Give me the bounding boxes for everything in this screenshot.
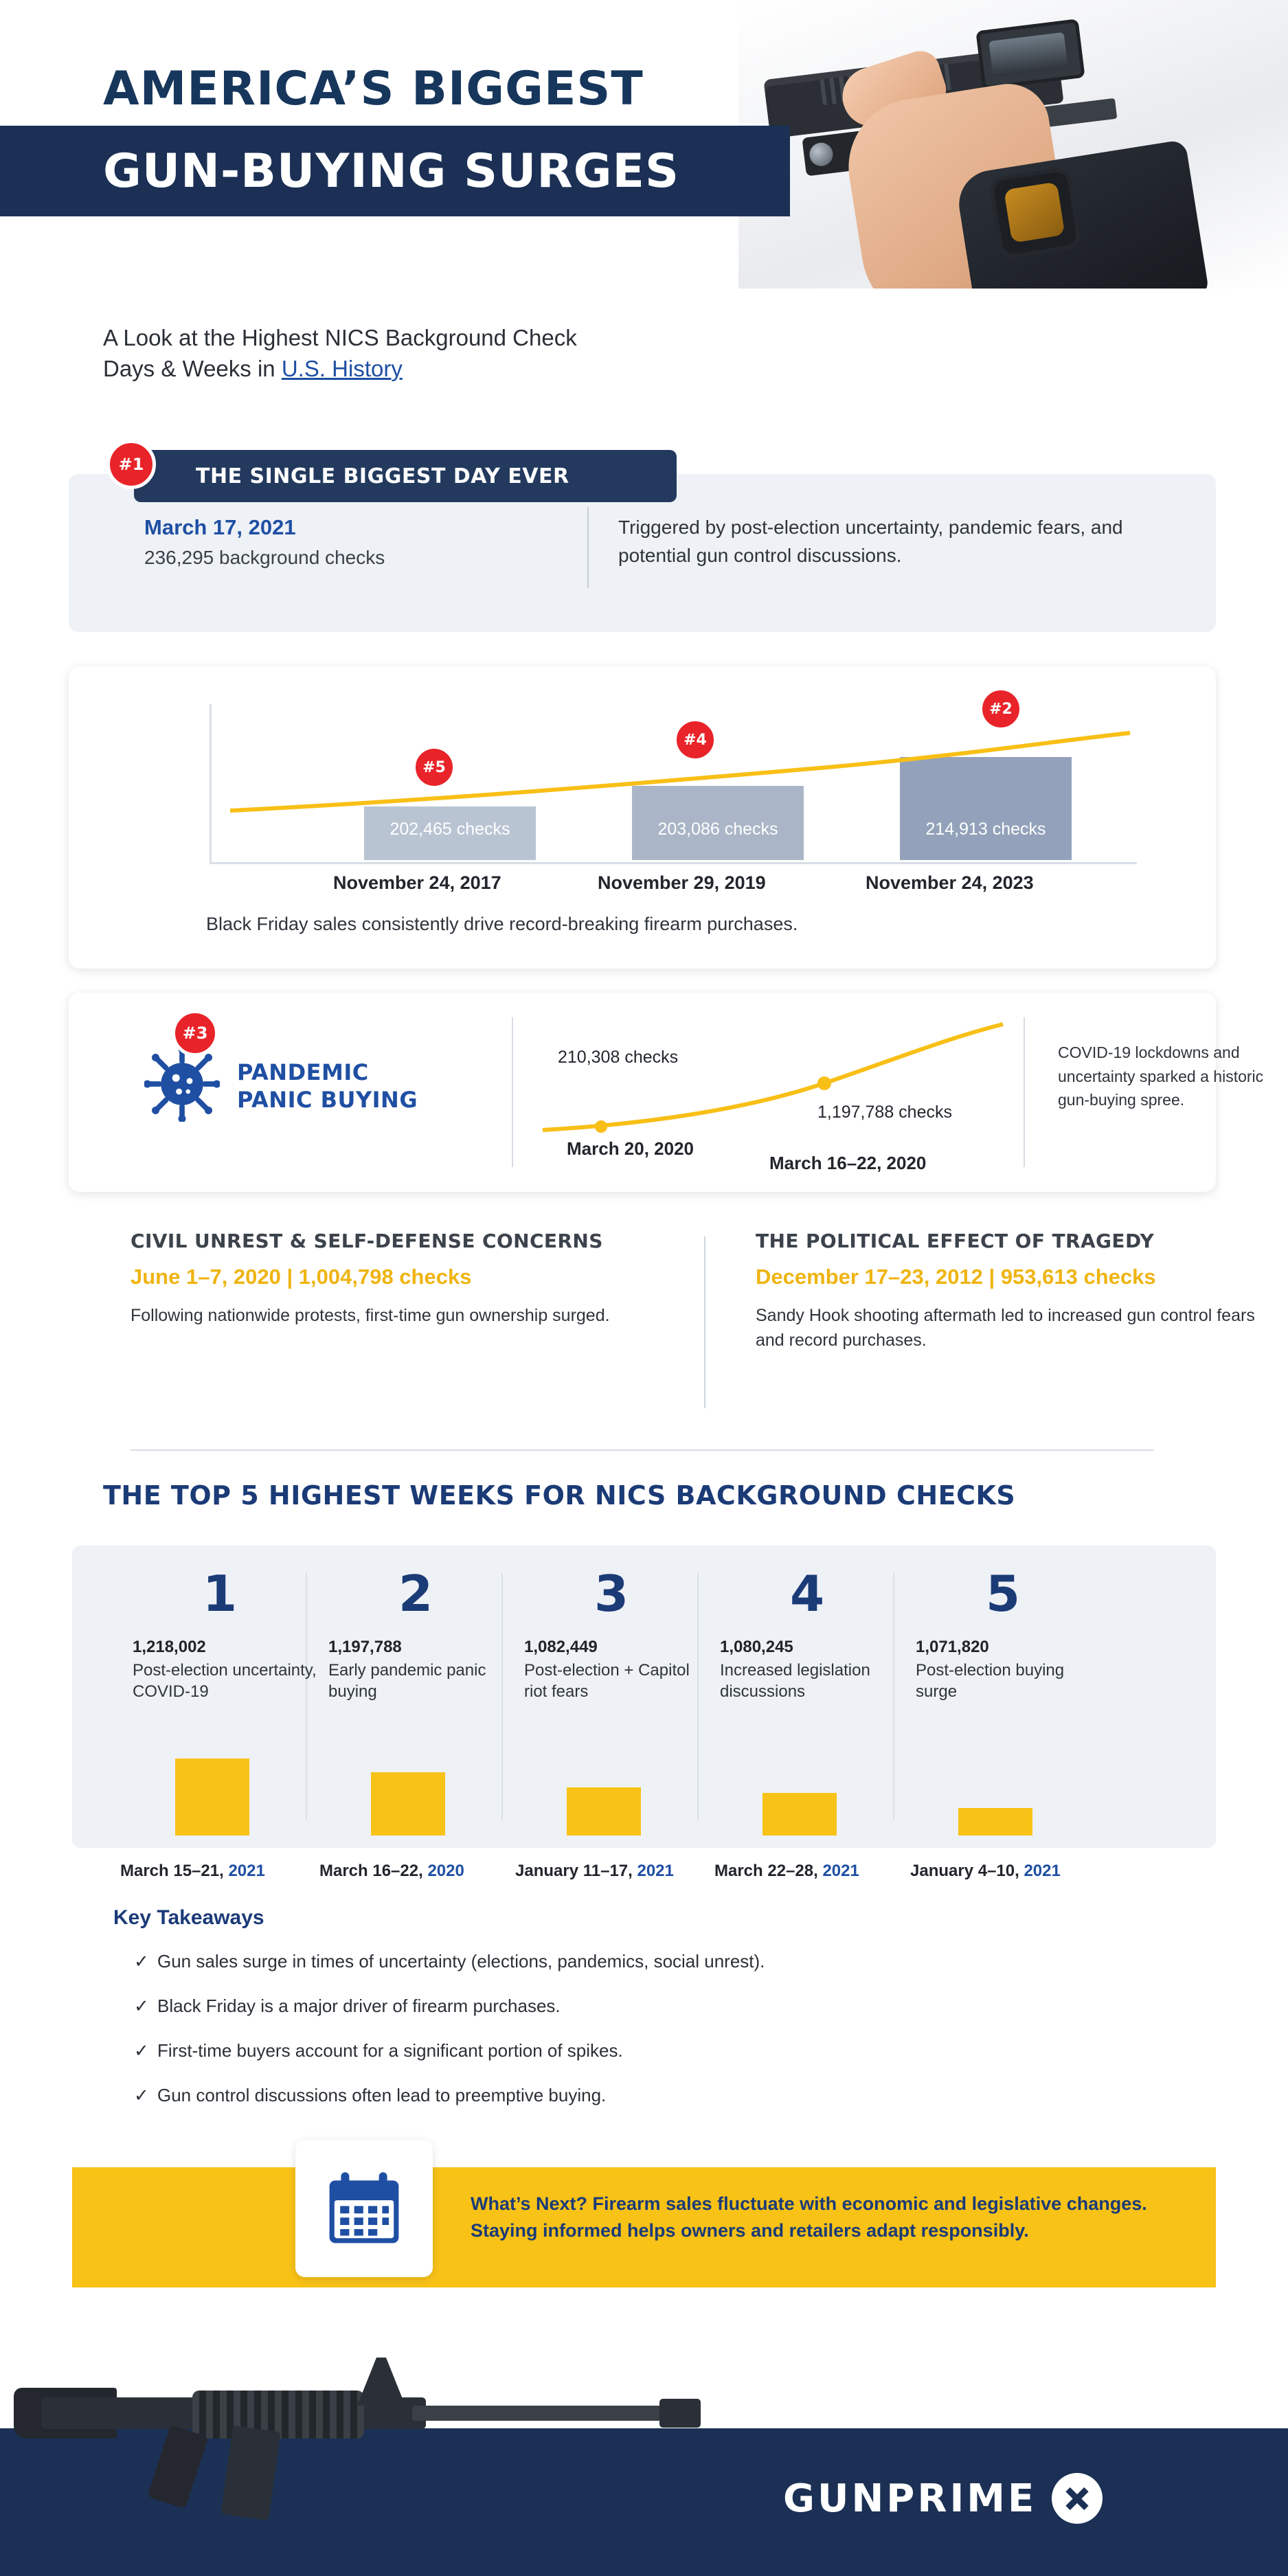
page-title-line1: AMERICA’S BIGGEST [103,62,644,116]
top5-date [319,1862,464,1881]
political-tragedy-highlight: December 17–23, 2012 | 953,613 checks [756,1265,1156,1289]
top5-title: THE TOP 5 HIGHEST WEEKS FOR NICS BACKGROUND CHECKS [103,1480,1016,1511]
black-friday-note: Black Friday sales consistently drive record-breaking firearm purchases. [206,914,798,934]
top5-date-main: January 11–17, [515,1862,637,1880]
top5-number: 1,071,820 [916,1638,989,1656]
top5-date-main: March 15–21, [120,1862,229,1880]
list-item [134,2085,1164,2106]
pandemic-point2-date: March 16–22, 2020 [769,1153,927,1173]
civil-unrest-body: Following nationwide protests, first-time gun ownership surged. [131,1306,610,1325]
top5-date-year: 2021 [822,1862,859,1880]
pandemic-line-chart [536,1020,1010,1144]
brand-name: GUNPRIME [783,2476,1037,2521]
top5-date-year: 2021 [228,1862,265,1880]
pandemic-title-line2: PANIC BUYING [237,1087,418,1113]
top5-rank: 5 [985,1565,1021,1623]
biggest-day-ribbon: THE SINGLE BIGGEST DAY EVER [134,450,677,502]
subtitle-link[interactable]: U.S. History [281,355,403,381]
black-friday-panel [69,666,1216,969]
top5-number: 1,218,002 [133,1638,206,1656]
top5-date-year: 2021 [637,1862,674,1880]
biggest-day-left [144,515,591,569]
rank-badge-1: #1 [106,440,156,489]
date-label-2023: November 24, 2023 [866,872,1034,893]
top5-date-main: March 22–28, [714,1862,823,1880]
whats-next-banner [72,2167,1216,2287]
black-friday-date-labels [189,872,1137,900]
political-tragedy-body: Sandy Hook shooting aftermath led to increased gun control fears and record purchases. [756,1306,1255,1351]
takeaway-text: Gun sales surge in times of uncertainty (elections, pandemics, social unrest). [157,1951,765,1971]
civil-unrest-heading: CIVIL UNREST & SELF-DEFENSE CONCERNS [131,1230,603,1252]
top5-rank: 1 [202,1565,238,1623]
page-subtitle [103,323,859,384]
top5-date [910,1862,1061,1881]
takeaway-text: First-time buyers account for a significant portion of spikes. [157,2040,623,2061]
pandemic-panel [69,993,1264,1192]
biggest-day-date: March 17, 2021 [144,515,296,539]
chart-x-axis [210,862,1137,864]
top5-item [903,1546,1103,1848]
check-icon: ✓ [134,2085,149,2105]
top5-item [316,1546,515,1848]
rank-badge-5: #5 [412,745,456,789]
rifle-muzzle-icon [659,2399,701,2428]
political-tragedy-heading: THE POLITICAL EFFECT OF TRAGEDY [756,1230,1155,1252]
top5-rank: 2 [398,1565,433,1623]
top5-item [120,1546,319,1848]
whats-next-text: What’s Next? Firearm sales fluctuate with economic and legislative changes. Staying informed helps owners and retailers adapt responsibly. [471,2193,1147,2241]
pandemic-title-line1: PANDEMIC [237,1059,369,1085]
pandemic-title [237,1059,418,1114]
rank-badge-3: #3 [172,1010,218,1057]
top5-desc: Post-election uncertainty, COVID-19 [133,1661,317,1702]
red-dot-optic-icon [975,19,1085,90]
brand-mark-icon [1052,2473,1103,2524]
top5-number: 1,082,449 [524,1638,598,1656]
wristwatch-icon [988,166,1082,260]
top5-bar [762,1793,837,1835]
divider [587,507,589,588]
pistol-photo [738,0,1288,289]
divider [704,1236,705,1408]
hero-title-block [0,62,756,216]
top5-panel [72,1546,1216,1848]
calendar-icon-card [295,2140,433,2277]
pandemic-description: COVID-19 lockdowns and uncertainty sparked a historic gun-buying spree. [1058,1043,1264,1109]
top5-date-main: January 4–10, [910,1862,1024,1880]
rifle-grip-icon [147,2425,208,2509]
list-item [134,2040,1164,2061]
top5-rank: 3 [594,1565,629,1623]
top5-number: 1,197,788 [328,1638,402,1656]
rifle-barrel-icon [412,2406,673,2421]
rifle-magazine-icon [221,2426,280,2520]
rank-badge-2: #2 [979,687,1023,731]
check-icon: ✓ [134,1951,149,1971]
subtitle-line2: Days & Weeks in [103,355,282,381]
bar-2019: 203,086 checks [632,786,804,860]
top5-rank: 4 [789,1565,825,1623]
top5-item [708,1546,907,1848]
virus-icon [144,1046,220,1122]
top5-bar [567,1787,641,1835]
takeaway-text: Gun control discussions often lead to preemptive buying. [157,2085,607,2105]
civil-unrest-block [131,1230,653,1328]
top5-bar [175,1759,249,1835]
rifle-front-sight-icon [357,2358,405,2406]
political-tragedy-block [756,1230,1278,1353]
top5-date-year: 2021 [1024,1862,1061,1880]
top5-bar [371,1772,445,1835]
top5-date [120,1862,265,1881]
bar-2017: 202,465 checks [364,806,536,860]
biggest-day-checks: 236,295 background checks [144,547,385,568]
section-divider [131,1449,1154,1451]
top5-date-labels [72,1862,1216,1889]
date-label-2019: November 29, 2019 [598,872,766,893]
date-label-2017: November 24, 2017 [333,872,501,893]
pandemic-point1-value: 210,308 checks [558,1048,679,1067]
divider [512,1017,513,1167]
watch-face-icon [1004,182,1065,243]
rank-badge-4: #4 [673,718,717,762]
top5-date-year: 2020 [427,1862,464,1880]
rifle-illustration [0,2322,824,2549]
top5-date-main: March 16–22, [319,1862,428,1880]
check-icon: ✓ [134,2040,149,2061]
top5-desc: Increased legislation discussions [720,1661,870,1702]
check-icon: ✓ [134,1996,149,2016]
page-title-band [0,126,790,216]
pandemic-point1-date: March 20, 2020 [567,1138,694,1159]
civil-unrest-highlight: June 1–7, 2020 | 1,004,798 checks [131,1265,472,1289]
top5-date [714,1862,859,1881]
pandemic-point2-value: 1,197,788 checks [817,1103,952,1122]
calendar-icon [323,2167,405,2250]
two-column-section [69,1230,1255,1415]
brand-logo [783,2473,1103,2524]
bar-2023: 214,913 checks [900,757,1072,860]
subtitle-line1: A Look at the Highest NICS Background Check [103,325,577,350]
optic-lens-icon [988,32,1068,77]
top5-item [512,1546,711,1848]
weapon-light-lens-icon [809,142,835,168]
takeaways-title: Key Takeaways [113,1906,264,1929]
list-item [134,1996,1164,2017]
top5-desc: Early pandemic panic buying [328,1661,486,1702]
top5-desc: Post-election + Capitol riot fears [524,1661,690,1702]
top5-desc: Post-election buying surge [916,1661,1065,1702]
hero-section [0,0,1288,302]
top5-date [515,1862,674,1881]
takeaway-text: Black Friday is a major driver of firearm purchases. [157,1996,561,2016]
takeaways-list [134,1951,1164,2129]
list-item [134,1951,1164,1972]
biggest-day-description: Triggered by post-election uncertainty, pandemic fears, and potential gun control discussions. [618,517,1123,566]
top5-bar [958,1808,1032,1835]
page-title-line2: GUN-BUYING SURGES [103,144,679,199]
divider [1024,1017,1025,1167]
top5-number: 1,080,245 [720,1638,793,1656]
